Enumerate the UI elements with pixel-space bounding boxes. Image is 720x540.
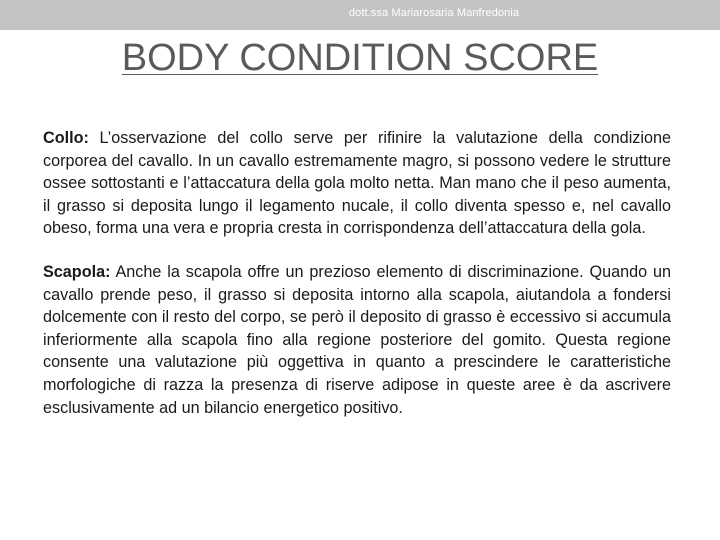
term-scapola: Scapola:: [43, 262, 111, 281]
paragraph-collo: [43, 127, 671, 240]
author-credit: dott.ssa Mariarosaria Manfredonia: [348, 7, 520, 19]
top-bar: [0, 0, 720, 30]
slide-body: [43, 127, 671, 440]
text-collo: L’osservazione del collo serve per rifinire la valutazione della condizione corporea del cavallo. In un cavallo estremamente magro, si possono vedere le strutture ossee sottostanti e l’attaccatura della gola molto netta. Man mano che il peso aumenta, il grasso si deposita lungo il legamento nucale, il collo diventa spesso e, nel cavallo obeso, forma una vera e propria cresta in corrispondenza dell’attaccatura della gola.: [43, 129, 671, 238]
paragraph-scapola: [43, 261, 671, 419]
term-collo: Collo:: [43, 129, 89, 147]
slide-title: BODY CONDITION SCORE: [121, 37, 599, 79]
text-scapola: Anche la scapola offre un prezioso elemento di discriminazione. Quando un cavallo prende peso, il grasso si deposita intorno alla scapola, aiutandola a fondersi dolcemente con il resto del corpo, se però il deposito di grasso è eccessivo si accumula inferiormente alla scapola fino alla regione posteriore del gomito. Questa regione consente una valutazione più oggettiva in quanto a prescindere le caratteristiche morfologiche di razza la presenza di riserve adipose in queste aree è da ascrivere esclusivamente ad un bilancio energetico positivo.: [43, 262, 671, 417]
